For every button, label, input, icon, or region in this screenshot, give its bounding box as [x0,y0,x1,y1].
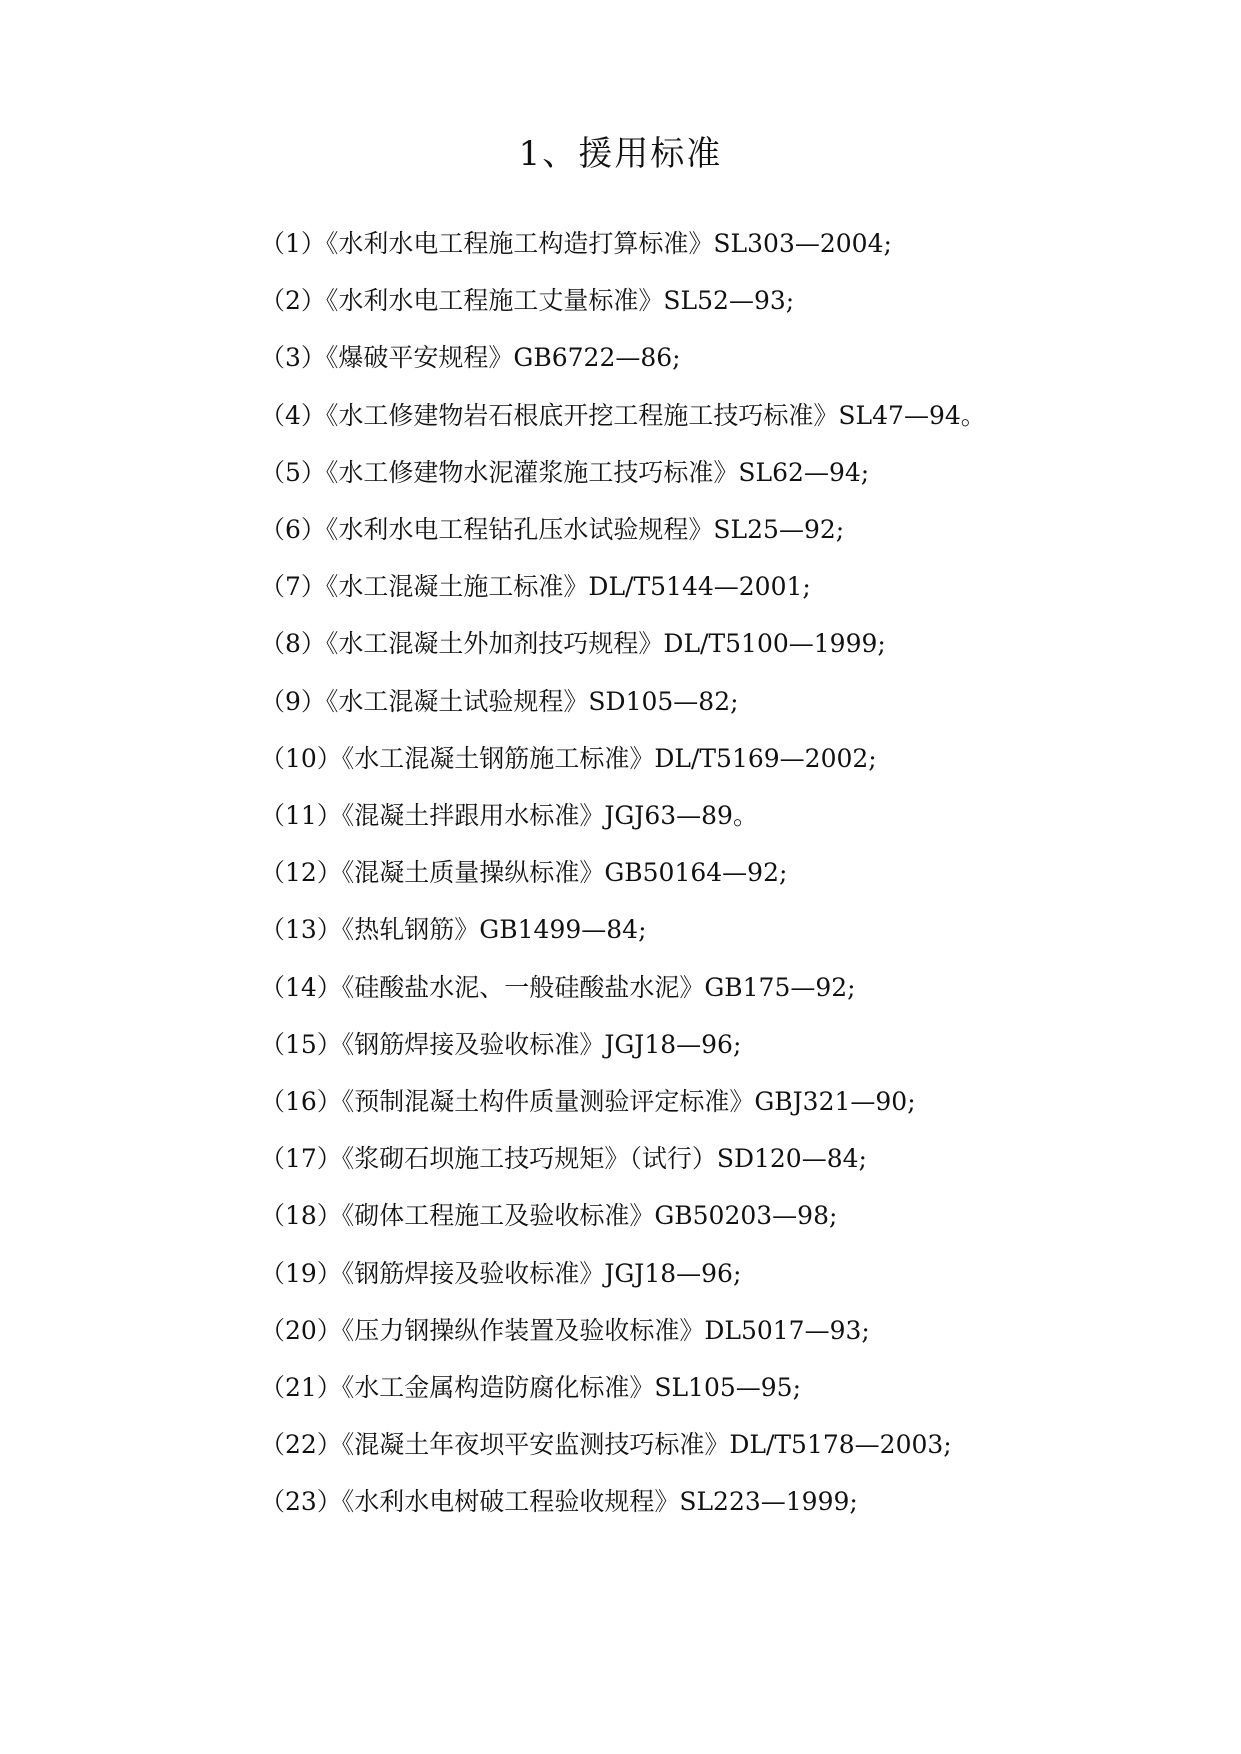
list-item: （17）《浆砌石坝施工技巧规矩》（试行）SD120—84; [260,1144,867,1174]
list-item: （12）《混凝土质量操纵标准》GB50164—92; [260,858,788,888]
list-item: （4）《水工修建物岩石根底开挖工程施工技巧标准》SL47—94。 [260,400,986,430]
list-item: （11）《混凝土拌跟用水标准》JGJ63—89。 [260,801,758,831]
page-title: 1、援用标准 [518,134,723,174]
list-item: （6）《水利水电工程钻孔压水试验规程》SL25—92; [260,515,845,545]
list-item: （15）《钢筋焊接及验收标准》JGJ18—96; [260,1029,742,1059]
list-item: （3）《爆破平安规程》GB6722—86; [260,343,681,373]
list-item: （19）《钢筋焊接及验收标准》JGJ18—96; [260,1258,742,1288]
list-item: （21）《水工金属构造防腐化标准》SL105—95; [260,1373,801,1403]
list-item: （18）《砌体工程施工及验收标准》GB50203—98; [260,1201,838,1231]
list-item: （10）《水工混凝土钢筋施工标准》DL/T5169—2002; [260,743,877,773]
list-item: （20）《压力钢操纵作装置及验收标准》DL5017—93; [260,1315,870,1345]
list-item: （16）《预制混凝土构件质量测验评定标准》GBJ321—90; [260,1087,916,1117]
list-item: （22）《混凝土年夜坝平安监测技巧标准》DL/T5178—2003; [260,1430,952,1460]
standards-list [190,215,1060,1531]
list-item: （7）《水工混凝土施工标准》DL/T5144—2001; [260,572,811,602]
list-item: （8）《水工混凝土外加剂技巧规程》DL/T5100—1999; [260,629,886,659]
list-item: （9）《水工混凝土试验规程》SD105—82; [260,686,739,716]
list-item: （2）《水利水电工程施工丈量标准》SL52—93; [260,286,795,316]
list-item: （1）《水利水电工程施工构造打算标准》SL303—2004; [260,229,892,258]
list-item: （5）《水工修建物水泥灌浆施工技巧标准》SL62—94; [260,457,870,487]
list-item: （13）《热轧钢筋》GB1499—84; [260,915,647,945]
list-item: （23）《水利水电树破工程验收规程》SL223—1999; [260,1487,858,1517]
list-item: （14）《硅酸盐水泥、一般硅酸盐水泥》GB175—92; [260,972,856,1002]
